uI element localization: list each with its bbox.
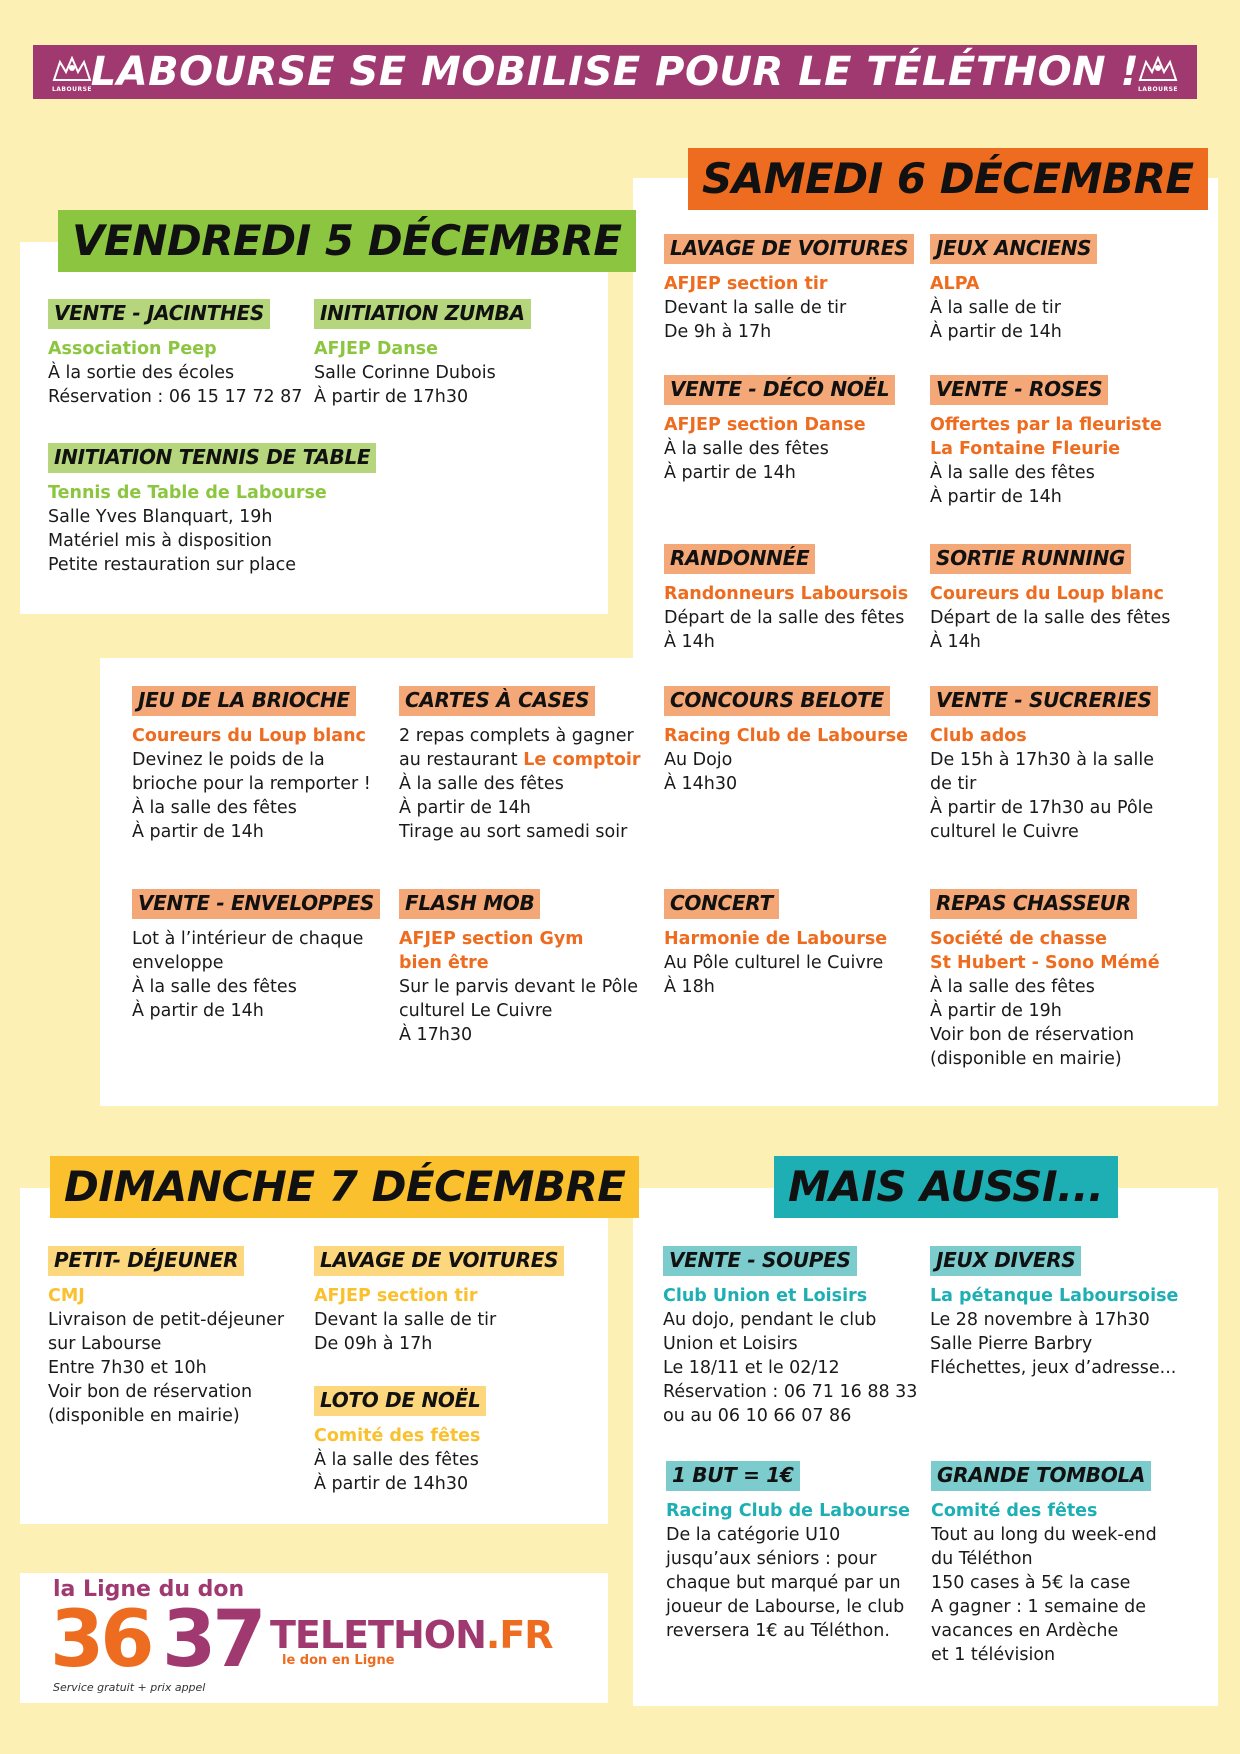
activity-details: Sur le parvis devant le Pôle culturel Le Cuivre À 17h30 bbox=[399, 977, 639, 1045]
activity-tag: VENTE - JACINTHES bbox=[48, 299, 270, 329]
activity-card bbox=[48, 443, 548, 577]
activity-tag: VENTE - DÉCO NOËL bbox=[664, 375, 895, 405]
activity-organizer: Club Union et Loisirs bbox=[663, 1286, 868, 1306]
donation-panel bbox=[20, 1573, 608, 1703]
activity-details: Devant la salle de tir De 9h à 17h bbox=[664, 298, 847, 342]
activity-tag: FLASH MOB bbox=[399, 889, 540, 919]
town-crest-icon bbox=[1136, 52, 1180, 86]
activity-organizer: Harmonie de Labourse bbox=[664, 929, 888, 949]
activity-card bbox=[664, 375, 924, 485]
activity-card bbox=[314, 1246, 574, 1356]
activity-details: À la salle des fêtes À partir de 19h Voir bon de réservation (disponible en mairie) bbox=[930, 977, 1135, 1069]
activity-details: À la salle des fêtes À partir de 14h30 bbox=[314, 1450, 479, 1494]
activity-tag: SORTIE RUNNING bbox=[930, 544, 1131, 574]
activity-card bbox=[399, 889, 659, 1047]
donation-title: la Ligne du don bbox=[53, 1577, 245, 1602]
activity-card bbox=[132, 686, 392, 844]
activity-details: 2 repas complets à gagner au restaurant Le comptoir bbox=[399, 726, 641, 770]
activity-organizer: Racing Club de Labourse bbox=[664, 726, 909, 746]
activity-card bbox=[48, 1246, 308, 1428]
saturday-title: SAMEDI 6 DÉCEMBRE bbox=[688, 148, 1208, 210]
activity-card bbox=[931, 1461, 1191, 1667]
activity-tag: LAVAGE DE VOITURES bbox=[314, 1246, 564, 1276]
activity-card bbox=[314, 299, 574, 409]
activity-organizer: Randonneurs Laboursois bbox=[664, 584, 909, 604]
activity-tag: LAVAGE DE VOITURES bbox=[664, 234, 914, 264]
page-title: LABOURSE SE MOBILISE POUR LE TÉLÉTHON ! bbox=[90, 49, 1140, 95]
activity-organizer: Tennis de Table de Labourse bbox=[48, 483, 327, 503]
activity-card bbox=[399, 686, 659, 844]
activity-details: Lot à l’intérieur de chaque enveloppe À la salle des fêtes À partir de 14h bbox=[132, 929, 364, 1021]
activity-tag: INITIATION ZUMBA bbox=[314, 299, 531, 329]
activity-organizer: Racing Club de Labourse bbox=[666, 1501, 911, 1521]
activity-details: À la salle des fêtes À partir de 14h bbox=[930, 463, 1095, 507]
activity-tag: VENTE - ENVELOPPES bbox=[132, 889, 380, 919]
activity-tag: CONCERT bbox=[664, 889, 779, 919]
activity-card bbox=[930, 889, 1190, 1071]
activity-organizer: AFJEP section Danse bbox=[664, 415, 866, 435]
activity-card bbox=[930, 375, 1190, 509]
activity-details: Devant la salle de tir De 09h à 17h bbox=[314, 1310, 497, 1354]
activity-details: À la salle de tir À partir de 14h bbox=[930, 298, 1062, 342]
labourse-logo: LABOURSE bbox=[43, 50, 101, 94]
activity-tag: VENTE - SOUPES bbox=[663, 1246, 857, 1276]
activity-tag: VENTE - SUCRERIES bbox=[930, 686, 1158, 716]
activity-card bbox=[48, 299, 308, 409]
activity-details: De 15h à 17h30 à la salle de tir À partir de 17h30 au Pôle culturel le Cuivre bbox=[930, 750, 1154, 842]
header-banner bbox=[33, 45, 1197, 99]
activity-tag: JEUX ANCIENS bbox=[930, 234, 1097, 264]
activity-details: Livraison de petit-déjeuner sur Labourse Entre 7h30 et 10h Voir bon de réservation (disponible en mairie) bbox=[48, 1310, 285, 1426]
activity-tag: LOTO DE NOËL bbox=[314, 1386, 486, 1416]
activity-tag: CARTES À CASES bbox=[399, 686, 595, 716]
activity-details: Devinez le poids de la brioche pour la remporter ! À la salle des fêtes À partir de 14h bbox=[132, 750, 371, 842]
town-crest-icon bbox=[50, 52, 94, 86]
activity-tag: REPAS CHASSEUR bbox=[930, 889, 1137, 919]
activity-details: À la salle des fêtes À partir de 14h Tirage au sort samedi soir bbox=[399, 774, 628, 842]
activity-tag: GRANDE TOMBOLA bbox=[931, 1461, 1151, 1491]
activity-organizer: Club ados bbox=[930, 726, 1027, 746]
activity-organizer: AFJEP section Gym bien être bbox=[399, 929, 584, 973]
activity-organizer: Société de chasse St Hubert - Sono Mémé bbox=[930, 929, 1160, 973]
activity-details: Tout au long du week-end du Téléthon 150 cases à 5€ la case A gagner : 1 semaine de vacances en Ardèche et 1 télévision bbox=[931, 1525, 1157, 1665]
activity-organizer: Coureurs du Loup blanc bbox=[132, 726, 366, 746]
activity-organizer: AFJEP Danse bbox=[314, 339, 438, 359]
activity-details: À la salle des fêtes À partir de 14h bbox=[664, 439, 829, 483]
activity-organizer: AFJEP section tir bbox=[664, 274, 828, 294]
activity-tag: RANDONNÉE bbox=[664, 544, 815, 574]
activity-details: Au Dojo À 14h30 bbox=[664, 750, 738, 794]
activity-card bbox=[314, 1386, 574, 1496]
donation-number-part1: 36 bbox=[50, 1595, 151, 1685]
activity-tag: JEU DE LA BRIOCHE bbox=[132, 686, 356, 716]
activity-card bbox=[930, 234, 1190, 344]
activity-details: Au Pôle culturel le Cuivre À 18h bbox=[664, 953, 884, 997]
activity-organizer: Coureurs du Loup blanc bbox=[930, 584, 1164, 604]
donation-number-part2: 37 bbox=[162, 1595, 263, 1685]
activity-tag: VENTE - ROSES bbox=[930, 375, 1108, 405]
activity-tag: INITIATION TENNIS DE TABLE bbox=[48, 443, 376, 473]
telethon-site-link[interactable]: TELETHON.FR bbox=[270, 1613, 553, 1657]
activity-card bbox=[664, 544, 924, 654]
activity-organizer: Association Peep bbox=[48, 339, 217, 359]
activity-card bbox=[930, 544, 1190, 654]
activity-card bbox=[930, 1246, 1190, 1380]
activity-card bbox=[930, 686, 1190, 844]
activity-card bbox=[663, 1246, 923, 1428]
activity-organizer: Comité des fêtes bbox=[931, 1501, 1098, 1521]
activity-tag: PETIT- DÉJEUNER bbox=[48, 1246, 244, 1276]
activity-card bbox=[664, 234, 924, 344]
activity-details: Au dojo, pendant le club Union et Loisirs Le 18/11 et le 02/12 Réservation : 06 71 16 88 33 ou au 06 10 66 07 86 bbox=[663, 1310, 918, 1426]
activity-card bbox=[664, 686, 924, 796]
activity-tag: CONCOURS BELOTE bbox=[664, 686, 890, 716]
activity-organizer: CMJ bbox=[48, 1286, 85, 1306]
activity-organizer: La pétanque Laboursoise bbox=[930, 1286, 1179, 1306]
activity-details: De la catégorie U10 jusqu’aux séniors : pour chaque but marqué par un joueur de Labourse, le club reversera 1€ au Téléthon. bbox=[666, 1525, 905, 1641]
activity-card bbox=[132, 889, 392, 1023]
activity-details: Salle Corinne Dubois À partir de 17h30 bbox=[314, 363, 496, 407]
activity-details: À la sortie des écoles Réservation : 06 15 17 72 87 bbox=[48, 363, 303, 407]
activity-tag: 1 BUT = 1€ bbox=[666, 1461, 800, 1491]
sunday-title: DIMANCHE 7 DÉCEMBRE bbox=[50, 1156, 639, 1218]
labourse-logo: LABOURSE bbox=[1129, 50, 1187, 94]
activity-organizer: ALPA bbox=[930, 274, 980, 294]
activity-details: Salle Yves Blanquart, 19h Matériel mis à disposition Petite restauration sur place bbox=[48, 507, 297, 575]
friday-title: VENDREDI 5 DÉCEMBRE bbox=[58, 210, 636, 272]
also-title: MAIS AUSSI... bbox=[774, 1156, 1118, 1218]
activity-tag: JEUX DIVERS bbox=[930, 1246, 1081, 1276]
donation-footer: Service gratuit + prix appel bbox=[53, 1681, 206, 1694]
restaurant-name: Le comptoir bbox=[523, 750, 641, 770]
activity-details: Le 28 novembre à 17h30 Salle Pierre Barbry Fléchettes, jeux d’adresse... bbox=[930, 1310, 1177, 1378]
donation-site-subtitle: le don en Ligne bbox=[282, 1653, 395, 1668]
activity-organizer: Comité des fêtes bbox=[314, 1426, 481, 1446]
activity-details: Départ de la salle des fêtes À 14h bbox=[664, 608, 905, 652]
activity-details: Départ de la salle des fêtes À 14h bbox=[930, 608, 1171, 652]
activity-organizer: AFJEP section tir bbox=[314, 1286, 478, 1306]
activity-organizer: Offertes par la fleuriste La Fontaine Fleurie bbox=[930, 415, 1162, 459]
activity-card bbox=[664, 889, 924, 999]
activity-card bbox=[666, 1461, 926, 1643]
